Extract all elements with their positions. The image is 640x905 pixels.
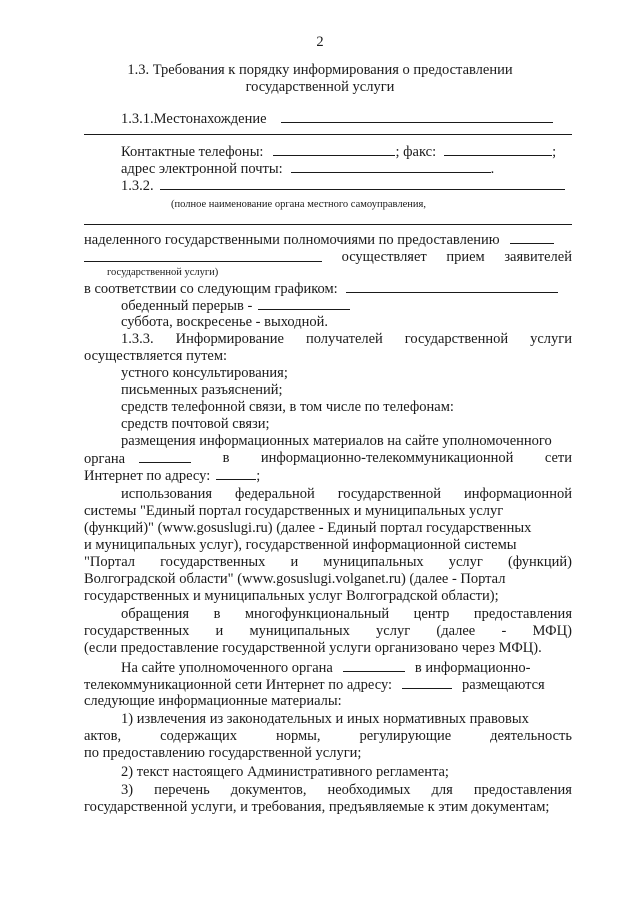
mfc-line-3: (если предоставление государственной услуги организовано через МФЦ). (84, 640, 542, 656)
p132-line: 1.3.2. (121, 177, 565, 195)
item-written: письменных разъяснений; (121, 382, 283, 398)
site-address-blank-2 (402, 676, 452, 689)
page-number: 2 (316, 34, 324, 50)
lunch-blank (258, 297, 350, 310)
organ-site-blank (139, 450, 191, 463)
site-address-blank (216, 467, 256, 480)
material-1-line-1: 1) извлечения из законодательных и иных нормативных правовых (121, 711, 529, 727)
section-title-line-1: 1.3. Требования к порядку информирования о предоставлении (127, 62, 513, 78)
organ-blank (160, 177, 565, 190)
material-1-line-3: по предоставлению государственной услуги; (84, 745, 362, 761)
fed-line-4: и муниципальных услуг), государственной информационной системы (84, 537, 517, 553)
mfc-line-2: государственных и муниципальных услуг (далее - МФЦ) (84, 623, 572, 639)
item-site-3: Интернет по адресу: ; (84, 468, 261, 484)
fed-line-5: "Портал государственных и муниципальных услуг (функций) (84, 554, 572, 570)
fax-blank (444, 143, 552, 156)
location-blank (281, 110, 553, 123)
schedule-blank (346, 280, 558, 293)
contacts-line: Контактные телефоны: ; факс: ; (121, 144, 557, 160)
item-oral: устного консультирования; (121, 365, 288, 381)
service-note: государственной услуги) (107, 267, 219, 278)
material-1-line-2: актов, содержащих нормы, регулирующие деятельность (84, 728, 572, 744)
section-title-line-2: государственной услуги (245, 79, 395, 95)
location-blank-line-2 (84, 134, 572, 135)
item-phone: средств телефонной связи, в том числе по телефонам: (121, 399, 454, 415)
mfc-line-1: обращения в многофункциональный центр предоставления (121, 606, 572, 622)
implements-line: осуществляет прием заявителей (84, 249, 572, 266)
lunch-line: обеденный перерыв - (121, 297, 350, 315)
item-mail: средств почтовой связи; (121, 416, 270, 432)
material-3-line-2: государственной услуги, и требования, предъявляемые к этим документам; (84, 799, 550, 815)
organ-note: (полное наименование органа местного самоуправления, (171, 199, 426, 210)
p133-line: 1.3.3. Информирование получателей государственной услуги (121, 331, 572, 347)
site-line-3: следующие информационные материалы: (84, 693, 342, 709)
vested-line: наделенного государственными полномочиями по предоставлению (84, 231, 554, 249)
location-label: 1.3.1.Местонахождение (121, 110, 553, 128)
item-site-2: органа в информационно-телекоммуникационной сети (84, 450, 572, 467)
service-blank (84, 249, 322, 262)
phones-blank (273, 143, 395, 156)
organ-blank-line-2 (84, 224, 572, 225)
email-blank (291, 160, 491, 173)
site-line-1: На сайте уполномоченного органа в информационно- (121, 660, 531, 676)
material-2: 2) текст настоящего Административного регламента; (121, 764, 449, 780)
site-line-2: телекоммуникационной сети Интернет по адресу: размещаются (84, 677, 545, 693)
weekend-line: суббота, воскресенье - выходной. (121, 314, 329, 330)
item-site-1: размещения информационных материалов на сайте уполномоченного (121, 433, 552, 449)
fed-line-1: использования федеральной государственной информационной (121, 486, 572, 502)
fed-line-2: системы "Единый портал государственных и муниципальных услуг (84, 503, 504, 519)
fed-line-7: государственных и муниципальных услуг Волгоградской области); (84, 588, 499, 604)
fed-line-3: (функций)" (www.gosuslugi.ru) (далее - Единый портал государственных (84, 520, 532, 536)
material-3-line-1: 3) перечень документов, необходимых для предоставления (121, 782, 572, 798)
email-line: адрес электронной почты: . (121, 161, 495, 177)
schedule-line: в соответствии со следующим графиком: (84, 280, 558, 298)
p133-cont: осуществляется путем: (84, 348, 228, 364)
site-organ-blank (343, 659, 405, 672)
vested-blank (510, 231, 554, 244)
fed-line-6: Волгоградской области" (www.gosuslugi.volganet.ru) (далее - Портал (84, 571, 506, 587)
